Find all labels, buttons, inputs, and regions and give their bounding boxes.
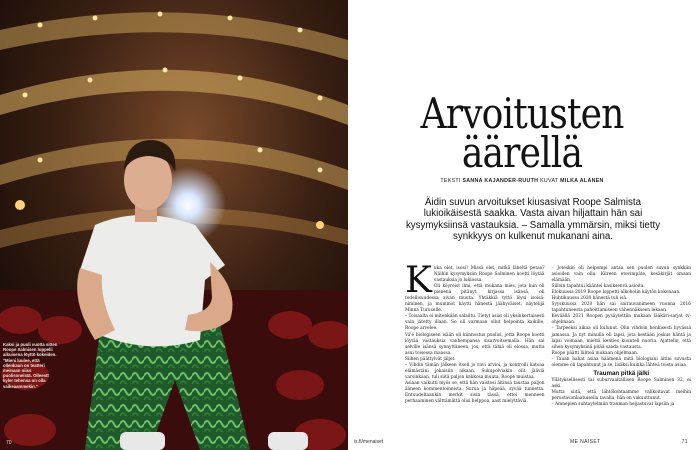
body-column-1 (405, 260, 545, 408)
body-paragraph: Asiaan vaikutti myös se, että hän vaistosi äitinsä taustaa paljon ääneen kommentoinnista. Surua ja häpeää, syvää tunnetta. Entuudeltaankin merkit sisin tässä, ettei menneen perhaaminen välttämättä olisi helppoa, aast mielyttäviä. (405, 380, 545, 405)
body-paragraph: Silloin tapahtui kääntei kasiksenvä asioita. (551, 284, 645, 290)
byline-text-label: TEKSTI (440, 178, 461, 184)
body-paragraph: Oli köyreist ilmi, että mukana mies, jota kun oli pienenä pitänyt, kirjassa isänsä, oli todellisuudessa aivan muuta. Yhtäkkiä tyttö löysi isoisä-niminen, ja mummot käytti hänestä jäähyväiset, näytelijä Minna Turuselle. (405, 284, 545, 314)
body-columns (405, 260, 691, 408)
section-subhead: Trauman pitkä jälki (593, 369, 650, 377)
headline-line-1: Arvoitusten (420, 89, 624, 138)
body-paragraph: – Joteskin oli helpompi antaa sen puolen suvun synkkiin asioiden vain olla. Kiireen etevimpäte, kesäkirjät omaan elämään. (551, 266, 691, 284)
body-paragraph: – Toisaalta ei mitenkään salailtu. Tietyt asiat oli yksinkertaisesti vain jätetty illaan. Se oli varmaan ollut helpointa kaikille, Roope arvelee. (405, 314, 545, 332)
right-page-article (348, 0, 696, 450)
body-paragraph: – Vihdin tämän jälkeen itsell jo ravi arvioi, ja kontrolli katoaa elämästäni jokaisiin aikaan. Sukupolviakin olit jääviä varsinkaan, tuli siitä paljon kakkosa muuta, Roope muistaa. (405, 362, 545, 380)
website-url: is.fi/menaiset (354, 439, 384, 445)
body-paragraph: uka olet, isosi? Missä olet, mitkä läheltä petaa? Näihin kysymyksiin Roope Salminen koetti löytää vastauksia jo lukiossa. (433, 266, 545, 284)
body-paragraph: Syyskuussa 2020 hän sai sairauvanimeen vuonna 2016 tapahtuneesta pahoittamiseen vähennäkseen lekaan. (551, 302, 691, 314)
lead-paragraph: Äidin suvun arvoitukset kiusasivat Roope Salmista lukioikäisestä saakka. Vasta aivan hiljattain hän sai kysymyksiinsä vastauksia. – Samalla ymmärsin, miksi tietty synkkyys on kulkenut mukanani aina. (405, 197, 661, 243)
body-paragraph: – Tauan hahat asiaa häämenä mitä biologiani äitini suvusta olemme oli tapahtunut ja se, lisäksi kuinka lähteä toista asiaa. (551, 356, 691, 368)
byline (348, 178, 696, 184)
byline-photos-label: KUVAT (540, 178, 559, 184)
body-paragraph: Keväällä 2021 Roopen pysäytettiin mukaan lääkäri-sarjat tv-ohjelmaan. (551, 314, 691, 326)
body-paragraph: Roope päätti lähteä mukaan ohjelmaan. (551, 350, 639, 356)
photo-caption: Kaksi ja puoli vuotta sitten Roope Salmisen loppelii aikuisena löyttö kokeiden. "Mieni luulee, että ollenkaan on teatteri meinaan niiss puolisoneistä. Olleestt kyler tehensa on olla vaikeaammekin." (3, 342, 58, 389)
body-paragraph: – Amnepien suhtaytelmiin trauman heijastuvat lapsiin ja (551, 402, 675, 408)
body-column-2 (552, 266, 692, 408)
body-paragraph: Huhtikuussa 2020 hänestä tuli isä. (551, 296, 628, 302)
page-number-right: 71 (681, 439, 688, 445)
drop-cap: K (405, 260, 432, 301)
folio-right (570, 439, 688, 445)
body-paragraph: Elokuussa 2019 Roope loppetti alkoholin käytön kokonaan. (551, 290, 681, 296)
page-number-left: 70 (6, 440, 12, 446)
body-paragraph: – Tarpeeksi aikaa oli kulunut. Olin vihdoin henkisesti hyvässä jamassa. Ja nyt minulla oli lapsi, jota kestään joskus häntä ja lapsi voimaan, miettä kenties kuunteli nuoria. Ajattelin, että sihen kysymyksinä pitää saada vastausta. (551, 326, 691, 350)
magazine-name: ME NAISET (570, 439, 601, 445)
body-paragraph: Mutta siitä, että lähtökohtaamme valikoitavat meihin perustavanlaatuisella tavalla, hän on vakuuttunut. (551, 389, 691, 401)
body-paragraph: Yllätyksellisesti tai suburvaaltallisen Roope Salminen 32, ei aski. (551, 377, 691, 389)
byline-photos-author: MILKA ALANEN (560, 178, 604, 184)
byline-text-author: SANNA KAJANDER-RUUTH (462, 178, 539, 184)
body-paragraph: Vä'é biologiseen isään oli kiinnostus puolisi, jotta Roope koetti löytää vastauksia vanhempansa sisarvoitsemalla. Hän sai selville isänsä synnyttäneen, jos, että tämä oli elossa, mutta asui toisessa maassa. (405, 332, 545, 356)
headline-line-2: äärellä (461, 128, 583, 177)
body-paragraph: Siihen päättyivät jäljet. (405, 356, 456, 362)
